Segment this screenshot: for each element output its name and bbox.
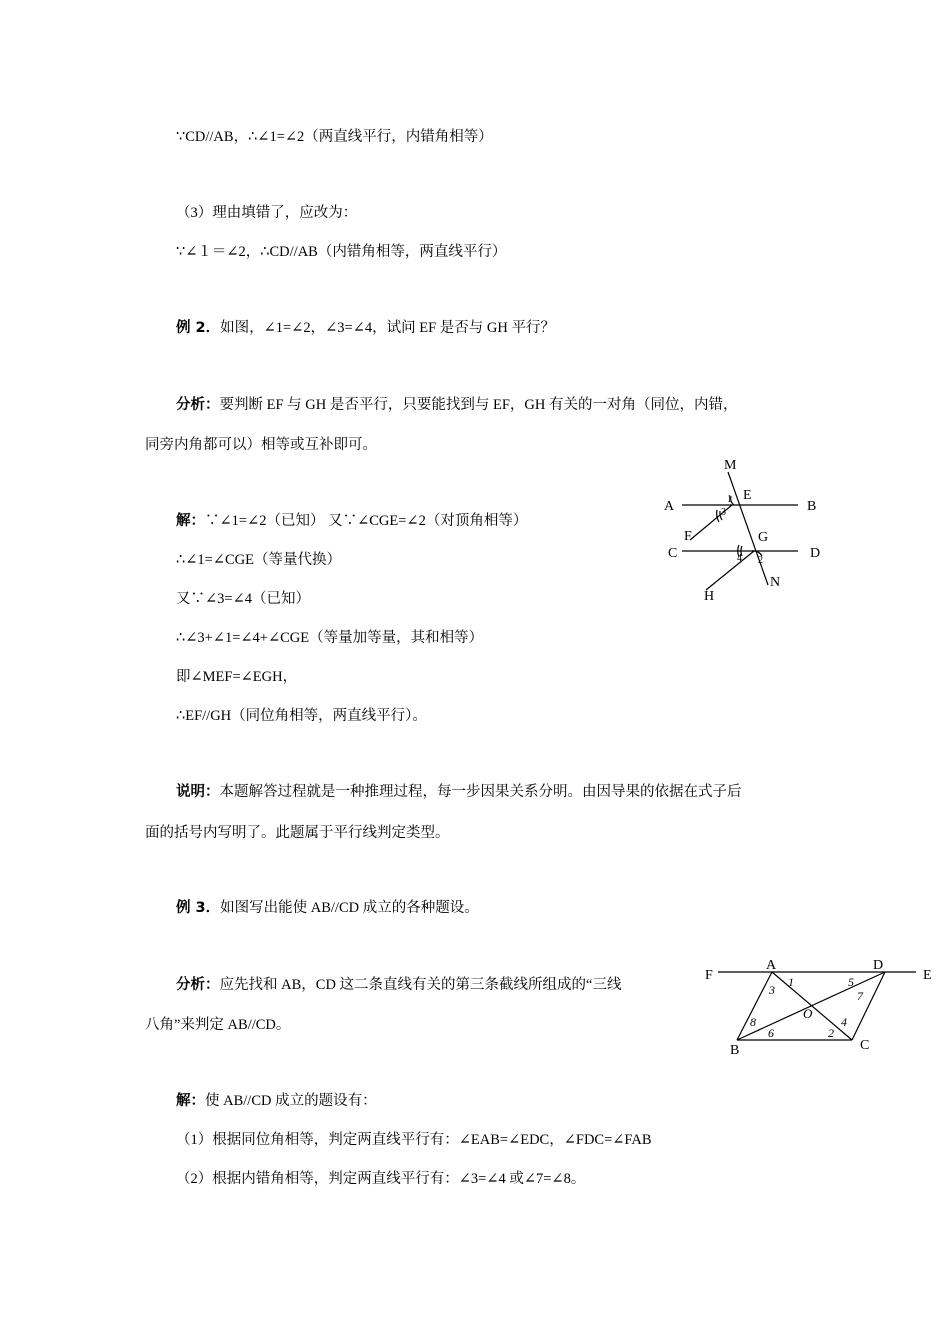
- analysis-2-continued: 同旁内角都可以）相等或互补即可。: [145, 437, 377, 453]
- label-f: F: [684, 529, 692, 544]
- label-f: F: [705, 968, 713, 983]
- solution-heading: 解：: [176, 513, 205, 529]
- example-3-text: 如图写出能使 AB//CD 成立的各种题设。: [220, 900, 479, 916]
- analysis-heading: 分析：: [176, 977, 220, 993]
- note: [176, 782, 742, 802]
- label-angle-3: 3: [721, 507, 726, 518]
- label-angle-1: 1: [788, 975, 794, 989]
- note-text: 本题解答过程就是一种推理过程，每一步因果关系分明。由因导果的依据在式子后: [219, 784, 742, 800]
- text-line: ∵∠１＝∠2，∴CD//AB（内错角相等，两直线平行）: [176, 244, 507, 260]
- example-3-question: [176, 898, 479, 918]
- label-h: H: [704, 589, 715, 604]
- analysis-text: 要判断 EF 与 GH 是否平行，只要能找到与 EF，GH 有关的一对角（同位，内错，: [219, 397, 738, 413]
- solution-step: ∴∠3+∠1=∠4+∠CGE（等量加等量，其和相等）: [176, 630, 484, 646]
- segment-cd: [852, 972, 885, 1040]
- label-a: A: [766, 958, 777, 973]
- segment-ab: [737, 972, 772, 1040]
- label-d: D: [810, 546, 821, 561]
- analysis-2: [176, 395, 737, 415]
- label-e: E: [923, 968, 932, 983]
- condition-line: （2）根据内错角相等，判定两直线平行有：∠3=∠4 或∠7=∠8。: [176, 1171, 586, 1187]
- label-d: D: [873, 958, 884, 973]
- text-line: （3）理由填错了，应改为：: [176, 205, 358, 221]
- solution-heading: 解：: [176, 1093, 205, 1109]
- label-e: E: [743, 488, 752, 503]
- solution-text: 使 AB//CD 成立的题设有：: [205, 1093, 377, 1109]
- label-angle-3: 3: [769, 983, 775, 997]
- analysis-3-continued: 八角”来判定 AB//CD。: [145, 1017, 291, 1033]
- label-b: B: [807, 499, 817, 514]
- label-g: G: [758, 530, 769, 545]
- solution-3: [176, 1091, 377, 1111]
- label-o: O: [803, 1006, 813, 1021]
- figure-quadrilateral-diagonals: [700, 955, 940, 1060]
- label-angle-1: 1: [727, 494, 732, 505]
- label-angle-7: 7: [857, 989, 863, 1003]
- label-c: C: [860, 1038, 870, 1053]
- figure-parallel-lines-transversal: [650, 450, 840, 610]
- label-m: M: [724, 458, 737, 473]
- analysis-text: 应先找和 AB，CD 这二条直线有关的第三条截线所组成的“三线: [219, 977, 622, 993]
- text-line: ∵CD//AB，∴∠1=∠2（两直线平行，内错角相等）: [176, 129, 493, 145]
- label-angle-2: 2: [758, 555, 763, 566]
- label-angle-8: 8: [750, 1015, 756, 1029]
- label-n: N: [770, 575, 781, 590]
- example-2-text: 如图，∠1=∠2，∠3=∠4，试问 EF 是否与 GH 平行？: [220, 320, 555, 336]
- condition-line: （1）根据同位角相等，判定两直线平行有：∠EAB=∠EDC，∠FDC=∠FAB: [176, 1132, 652, 1148]
- label-angle-2: 2: [828, 1026, 834, 1040]
- solution-step: ∴∠1=∠CGE（等量代换）: [176, 552, 341, 568]
- solution-2: [176, 511, 527, 531]
- label-angle-4: 4: [737, 553, 742, 564]
- label-angle-4: 4: [841, 1015, 847, 1029]
- note-continued: 面的括号内写明了。此题属于平行线判定类型。: [145, 825, 450, 841]
- label-angle-6: 6: [768, 1026, 774, 1040]
- label-c: C: [668, 546, 678, 561]
- example-2-question: [176, 318, 555, 338]
- analysis-3: [176, 975, 621, 995]
- solution-step: 又∵∠3=∠4（已知）: [176, 591, 310, 607]
- example-2-heading: 例 2．: [176, 320, 221, 336]
- line-gh: [706, 551, 754, 590]
- example-3-heading: 例 3．: [176, 900, 221, 916]
- label-a: A: [664, 499, 675, 514]
- label-angle-5: 5: [848, 975, 854, 989]
- solution-text: ∵∠1=∠2（已知） 又∵∠CGE=∠2（对顶角相等）: [205, 513, 528, 529]
- label-b: B: [730, 1043, 740, 1058]
- analysis-heading: 分析：: [176, 397, 220, 413]
- solution-step: ∴EF//GH（同位角相等，两直线平行）。: [176, 708, 427, 724]
- solution-step: 即∠MEF=∠EGH，: [176, 669, 298, 685]
- note-heading: 说明：: [176, 784, 220, 800]
